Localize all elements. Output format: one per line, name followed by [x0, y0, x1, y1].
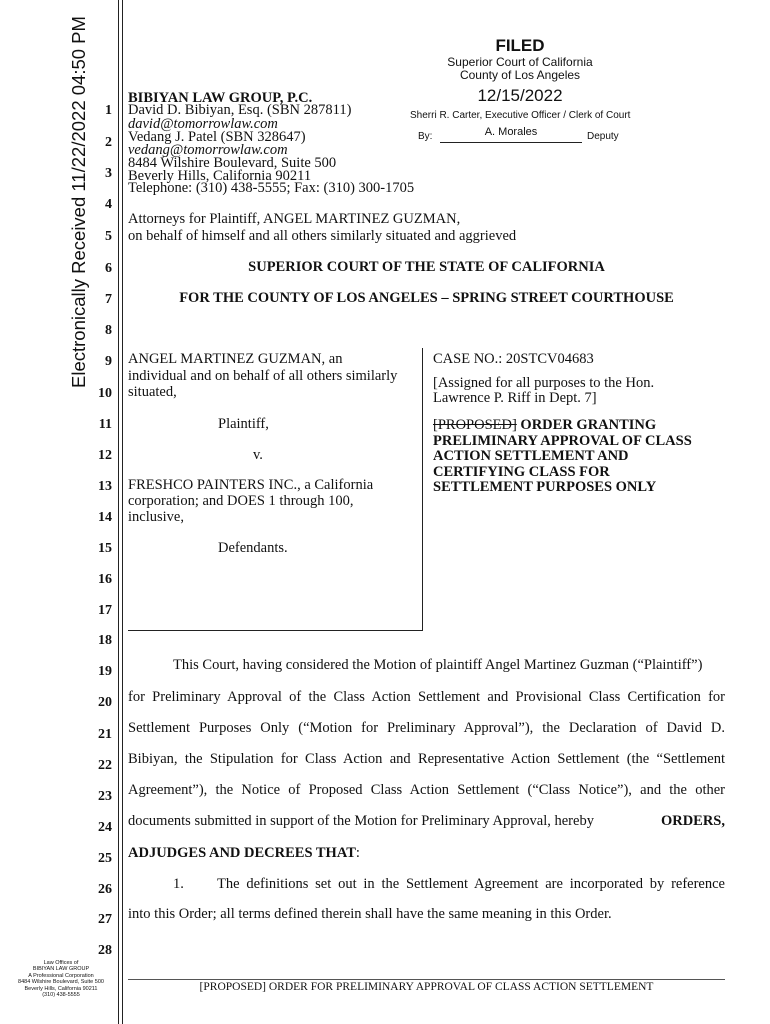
line-number: 28 — [98, 943, 112, 958]
body-line-24-bold: ORDERS, — [660, 813, 725, 829]
order-title-3: ACTION SETTLEMENT AND — [433, 448, 629, 464]
attorney-2: Vedang J. Patel (SBN 328647) — [128, 129, 306, 145]
court-title-1: SUPERIOR COURT OF THE STATE OF CALIFORNIA — [248, 259, 605, 275]
order-title-4: CERTIFYING CLASS FOR — [433, 463, 610, 480]
body-line-19: This Court, having considered the Motion of plaintiff Angel Martinez Guzman (“Plaintiff”) — [173, 657, 703, 673]
plaintiff-line-3: situated, — [128, 384, 177, 400]
filed-county: County of Los Angeles — [459, 68, 581, 82]
footer-firm-2: BIBIYAN LAW GROUP — [32, 966, 90, 973]
order-title — [433, 418, 733, 496]
line-number: 24 — [98, 820, 112, 835]
line-number: 10 — [98, 386, 112, 401]
address-line-2: Beverly Hills, California 90211 — [128, 168, 312, 184]
body-line-27: into this Order; all terms defined therein shall have the same meaning in this Order. — [128, 906, 612, 922]
footer-firm-5: Beverly Hills, California 90211 — [24, 985, 98, 992]
footer-title: [PROPOSED] ORDER FOR PRELIMINARY APPROVAL OF CLASS ACTION SETTLEMENT — [199, 981, 654, 993]
body-line-21: Settlement Purposes Only (“Motion for Preliminary Approval”), the Declaration of David D. — [128, 720, 725, 736]
filed-date: 12/15/2022 — [477, 86, 563, 105]
defendant-line-3: inclusive, — [128, 509, 184, 525]
versus: v. — [253, 447, 263, 463]
filed-title: FILED — [495, 36, 545, 55]
attorney-1-email: david@tomorrowlaw.com — [128, 116, 278, 132]
line-number: 5 — [105, 229, 112, 244]
filed-officer: Sherri R. Carter, Executive Officer / Clerk of Court — [410, 110, 631, 121]
line-number: 25 — [98, 851, 112, 866]
line-number: 19 — [98, 664, 112, 679]
line-number: 13 — [98, 479, 112, 494]
footer-firm-4: 8484 Wilshire Boulevard, Suite 500 — [18, 979, 104, 986]
line-number: 12 — [98, 448, 112, 463]
line-number: 11 — [98, 417, 112, 432]
electronic-received-stamp: Electronically Received 11/22/2022 04:50 PM — [68, 16, 89, 388]
order-title-1: ORDER GRANTING — [520, 417, 657, 433]
attorneys-for-2: on behalf of himself and all others similarly situated and aggrieved — [128, 228, 517, 244]
attorney-1: David D. Bibiyan, Esq. (SBN 287811) — [128, 102, 352, 118]
line-number: 7 — [105, 292, 112, 307]
line-number: 22 — [98, 758, 112, 773]
line-number: 17 — [98, 603, 112, 618]
body-line-24-text: documents submitted in support of the Motion for Preliminary Approval, hereby — [128, 813, 594, 829]
plaintiff-line-2: individual and on behalf of all others similarly — [128, 368, 398, 384]
body-line-23: Agreement”), the Notice of Proposed Class Action Settlement (“Class Notice”), and the other — [128, 782, 725, 798]
line-number: 15 — [98, 541, 112, 556]
order-title-2: PRELIMINARY APPROVAL OF CLASS — [433, 432, 692, 449]
court-title-2: FOR THE COUNTY OF LOS ANGELES – SPRING STREET COURTHOUSE — [179, 290, 674, 306]
footer-firm-3: A Professional Corporation — [28, 972, 94, 979]
caption-vertical-rule — [422, 348, 423, 630]
line-number: 8 — [105, 323, 112, 338]
body-line-25-bold: ADJUDGES AND DECREES THAT — [128, 845, 356, 861]
filed-deputy-label: Deputy — [587, 131, 619, 142]
paragraph-number-1: 1. — [173, 876, 184, 892]
body-line-20: for Preliminary Approval of the Class Action Settlement and Provisional Class Certification for — [128, 689, 725, 705]
footer-firm-block — [6, 960, 116, 998]
assigned-line-2: Lawrence P. Riff in Dept. 7] — [433, 390, 597, 406]
body-line-26: The definitions set out in the Settlement Agreement are incorporated by reference — [217, 876, 725, 892]
left-margin-rule-1 — [118, 0, 119, 1024]
line-number: 20 — [98, 695, 112, 710]
address-line-1: 8484 Wilshire Boulevard, Suite 500 — [128, 155, 337, 171]
body-line-24 — [128, 813, 725, 830]
footer-firm-6: (310) 438-5555 — [42, 992, 80, 999]
line-number: 9 — [105, 354, 112, 369]
caption-bottom-rule — [128, 630, 423, 631]
footer-firm-1: Law Offices of — [43, 960, 79, 966]
phone-fax: Telephone: (310) 438-5555; Fax: (310) 300-1705 — [128, 180, 415, 196]
assigned-line-1: [Assigned for all purposes to the Hon. — [433, 375, 655, 391]
filed-court: Superior Court of California — [447, 55, 593, 69]
footer-rule — [128, 979, 725, 980]
defendant-line-2: corporation; and DOES 1 through 100, — [128, 493, 354, 509]
filed-signature-line — [440, 142, 582, 143]
line-number: 14 — [98, 510, 112, 525]
proposed-struck: [PROPOSED] — [433, 417, 517, 433]
body-line-25-colon: : — [355, 845, 360, 861]
attorneys-for-1: Attorneys for Plaintiff, ANGEL MARTINEZ GUZMAN, — [128, 211, 461, 227]
line-number: 27 — [98, 912, 112, 927]
defendant-label: Defendants. — [218, 540, 288, 556]
case-number: CASE NO.: 20STCV04683 — [433, 351, 594, 367]
filed-by-label: By: — [418, 131, 433, 142]
order-title-5: SETTLEMENT PURPOSES ONLY — [433, 479, 657, 495]
line-number: 26 — [98, 882, 112, 897]
firm-name: BIBIYAN LAW GROUP, P.C. — [128, 90, 313, 106]
line-number: 1 — [105, 103, 112, 118]
line-number: 23 — [98, 789, 112, 804]
left-margin-rule-2 — [122, 0, 123, 1024]
line-number: 4 — [105, 197, 112, 212]
plaintiff-line-1: ANGEL MARTINEZ GUZMAN, an — [128, 351, 343, 367]
line-number: 3 — [105, 166, 112, 181]
plaintiff-label: Plaintiff, — [218, 416, 269, 432]
defendant-line-1: FRESHCO PAINTERS INC., a California — [128, 477, 374, 493]
line-number: 18 — [98, 633, 112, 648]
filed-deputy-name: A. Morales — [484, 126, 538, 138]
body-line-22: Bibiyan, the Stipulation for Class Action and Representative Action Settlement (the “Settlement — [128, 751, 725, 767]
attorney-2-email: vedang@tomorrowlaw.com — [128, 142, 288, 158]
line-number: 16 — [98, 572, 112, 587]
line-number: 2 — [105, 135, 112, 150]
line-number: 6 — [105, 261, 112, 276]
line-number: 21 — [98, 727, 112, 742]
body-line-25 — [128, 845, 360, 862]
